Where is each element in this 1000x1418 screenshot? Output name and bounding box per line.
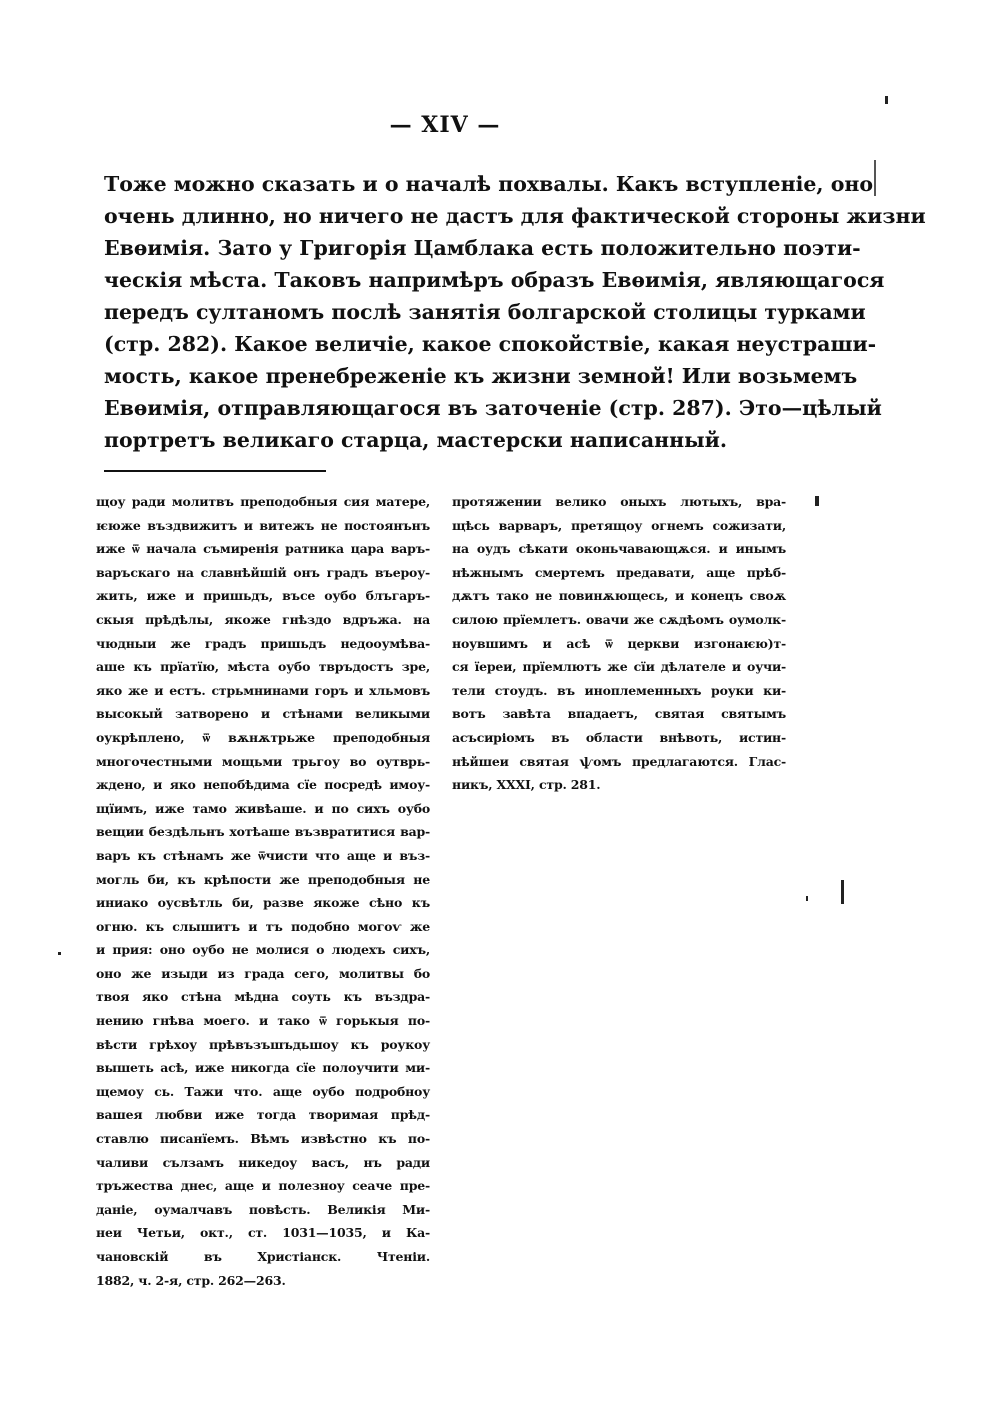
footnote-line: щемоу сь. Тажи что. аще оубо подробноу bbox=[96, 1083, 430, 1099]
main-text-line: Евѳимія, отправляющагося въ заточеніе (стр. 287). Это—цѣлый bbox=[104, 396, 882, 420]
footnote-line: нѣжнымъ смертемъ предавати, аще прѣб- bbox=[452, 564, 786, 580]
footnote-line: силою прїемлетъ. овачи же сѫдѣомъ оумолк- bbox=[452, 611, 786, 627]
scan-mark bbox=[815, 496, 819, 506]
footnote-line: ставлю писанїемъ. Вѣмъ извѣстно къ по- bbox=[96, 1131, 430, 1147]
scan-mark bbox=[841, 880, 844, 904]
footnote-line: нѣйшеи святая ѱомъ предлагаются. Глас- bbox=[452, 753, 786, 769]
footnote-line: аше къ прїатїю, мѣста оубо твръдостъ зре, bbox=[96, 659, 430, 675]
scan-mark bbox=[58, 952, 61, 955]
footnote-line: скыя прѣдѣлы, якоже гнѣздо вдръжа. на bbox=[96, 611, 430, 627]
footnote-line: вотъ завѣта впадаетъ, святая святымъ bbox=[452, 706, 786, 722]
footnote-line: ѥюже въздвижитъ и витежъ не постоянънъ bbox=[96, 517, 430, 533]
footnote-line: щоу ради молитвъ преподобныя сия матере, bbox=[96, 494, 430, 509]
footnote-line: варъскаго на славнѣйшій онъ градъ въероу- bbox=[96, 564, 430, 580]
footnote-line: щїимъ, иже тамо живѣаше. и по сихъ оубо bbox=[96, 800, 430, 816]
footnote-line: чаливи сълзамъ никедоу васъ, нъ ради bbox=[96, 1154, 430, 1170]
footnote-line: чановскій въ Христіанск. Чтеніи. bbox=[96, 1249, 430, 1264]
footnote-line: и прия: оно оубо не молися о людехъ сихъ, bbox=[96, 942, 430, 958]
footnote-line: яко же и естъ. стрьмнинами горъ и хльмовъ bbox=[96, 682, 430, 698]
main-text-line: Евѳимія. Зато у Григорія Цамблака есть положительно поэти- bbox=[104, 236, 861, 260]
footnote-line: никъ, XXXI, стр. 281. bbox=[452, 777, 601, 793]
footnote-line: на оудъ сѣкати оконьчавающѫся. и инымъ bbox=[452, 541, 786, 557]
footnote-line: вещии бездѣльнъ хотѣаше възвратитися вар- bbox=[96, 824, 430, 840]
footnote-line: неи Четьи, окт., ст. 1031—1035, и Ка- bbox=[96, 1225, 430, 1241]
footnote-line: огню. къ слышитъ и тъ подобно могоѵ же bbox=[96, 918, 430, 934]
footnote-line: иниако оусвѣтль би, разве якоже сѣно къ bbox=[96, 895, 430, 911]
main-text-line: мость, какое пренебреженіе къ жизни земной! Или возьмемъ bbox=[104, 364, 858, 388]
scan-mark bbox=[806, 896, 808, 901]
footnote-left-column bbox=[96, 490, 430, 1292]
scan-mark bbox=[885, 96, 888, 104]
footnote-line: ждено, и яко непобѣдима сїе посредѣ имоу- bbox=[96, 777, 430, 793]
main-text-line: Тоже можно сказать и о началѣ похвалы. Какъ вступленіе, оно bbox=[104, 172, 874, 196]
footnote-line: многочестными мощьми трьгоу во оутврь- bbox=[96, 753, 430, 769]
footnote-separator bbox=[104, 470, 326, 472]
footnote-line: ся їереи, прїемлютъ же сїи дѣлателе и оучи- bbox=[452, 659, 786, 675]
main-text-line: (стр. 282). Какое величіе, какое спокойствіе, какая неустраши- bbox=[104, 332, 877, 356]
main-text-line: ческія мѣста. Таковъ напримѣръ образъ Евѳимія, являющагося bbox=[104, 268, 885, 292]
main-text-line: передъ султаномъ послѣ занятія болгарской столицы турками bbox=[104, 300, 866, 324]
footnote-right-column bbox=[452, 490, 786, 797]
footnote-line: ноувшимъ и асѣ ѿ церкви изгонаѥю)т- bbox=[452, 635, 786, 651]
footnote-line: вѣсти грѣхоу прѣвъзъшъдьшоу къ роукоу bbox=[96, 1036, 430, 1052]
footnote-line: асъсиріомъ въ области внѣвоть, истин- bbox=[452, 729, 786, 745]
footnote-line: тръжества днес, аще и полезноу сеаче пре- bbox=[96, 1178, 430, 1194]
main-text-line: очень длинно, но ничего не дастъ для фактической стороны жизни bbox=[104, 204, 926, 228]
footnote-line: высокый затворено и стѣнами великыми bbox=[96, 706, 430, 722]
footnote-line: оно же изыди из града сего, молитвы бо bbox=[96, 965, 430, 981]
footnote-line: даніе, оумалчавъ повѣсть. Великія Ми- bbox=[96, 1201, 430, 1217]
footnote-line: вашея любви иже тогда творимая прѣд- bbox=[96, 1107, 430, 1123]
footnote-line: вышеть асѣ, иже никогда сїе полоучити ми- bbox=[96, 1060, 430, 1076]
footnote-line: могль би, къ крѣпости же преподобныя не bbox=[96, 871, 430, 887]
footnote-line: варъ къ стѣнамъ же ѿчисти что аще и въз- bbox=[96, 847, 430, 863]
main-text bbox=[104, 168, 926, 456]
footnote-line: нению гнѣва моего. и тако ѿ горькыя по- bbox=[96, 1013, 430, 1029]
footnote-line: тели стоудъ. въ иноплеменныхъ роуки ки- bbox=[452, 682, 786, 698]
footnote-line: щѣсь варваръ, претящоу огнемъ сожизати, bbox=[452, 517, 786, 533]
footnote-line: твоя яко стѣна мѣдна соуть къ въздра- bbox=[96, 989, 430, 1005]
footnote-line: жить, иже и пришьдъ, въсе оубо блъгаръ- bbox=[96, 588, 430, 604]
footnote-line: чюдныи же градъ пришьдъ недооумѣва- bbox=[96, 635, 430, 651]
scan-mark bbox=[874, 160, 876, 196]
footnote-line: оукрѣплено, ѿ вѫнѫтрьже преподобныя bbox=[96, 729, 430, 745]
footnote-line: 1882, ч. 2-я, стр. 262—263. bbox=[96, 1272, 286, 1288]
footnote-line: протяжении велико оныхъ лютыхъ, вра- bbox=[452, 494, 786, 509]
page-number: — XIV — bbox=[389, 112, 501, 138]
footnote-line: дѫтъ тако не повинѫющесь, и конецъ своѫ bbox=[452, 588, 786, 604]
footnote-line: иже ѿ начала съмиренія ратника цара варъ- bbox=[96, 541, 430, 557]
main-text-line: портретъ великаго старца, мастерски написанный. bbox=[104, 428, 728, 452]
